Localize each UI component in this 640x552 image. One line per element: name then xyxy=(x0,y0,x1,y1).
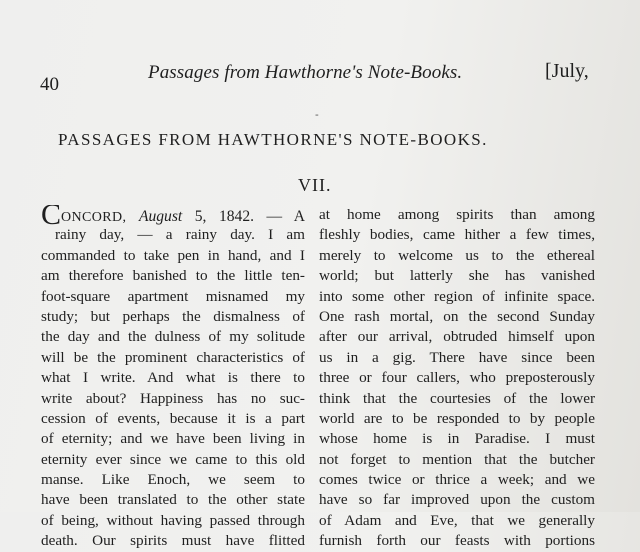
running-head xyxy=(38,58,598,95)
text-line: after our arrival, obtruded himself upon xyxy=(319,328,595,346)
text-line: at home among spirits than among xyxy=(319,206,595,223)
text-line: not forget to mention that the butcher xyxy=(319,450,595,468)
text-line: cession of events, because it is a part xyxy=(41,409,305,427)
article-title: PASSAGES FROM HAWTHORNE'S NOTE-BOOKS. xyxy=(58,130,488,149)
issue-month: [July, xyxy=(545,60,589,82)
text-line: manse. Like Enoch, we seem to xyxy=(41,471,305,489)
text-line: think that the courtesies of the lower xyxy=(319,389,595,407)
entry-date-rest: 5, 1842. — A xyxy=(182,208,305,225)
text-line: death. Our spirits must have flitted xyxy=(41,532,305,550)
text-line: world are to be responded to by people xyxy=(319,409,595,427)
first-line xyxy=(41,205,305,225)
text-line: commanded to take pen in hand, and I xyxy=(41,246,305,264)
text-line: world; but latterly she has vanished xyxy=(319,267,595,285)
left-column xyxy=(41,205,305,552)
text-line: merely to welcome us to the ethereal xyxy=(319,246,595,264)
text-line: comes twice or thrice a week; and we xyxy=(319,471,595,489)
text-line: of being, without having passed through xyxy=(41,511,305,529)
right-column xyxy=(319,205,595,552)
text-line: One rash mortal, on the second Sunday xyxy=(319,307,595,325)
text-line: foot-square apartment misnamed my xyxy=(41,287,305,305)
text-line: of Adam and Eve, that we generally xyxy=(319,511,595,529)
text-line: furnish forth our feasts with portions xyxy=(319,532,595,550)
text-line: eternity ever since we came to this old xyxy=(41,450,305,468)
section-number: VII. xyxy=(298,175,332,195)
text-line: what I write. And what is there to xyxy=(41,369,305,387)
text-line: study; but perhaps the dismalness of xyxy=(41,307,305,325)
text-line: will be the prominent characteristics of xyxy=(41,348,305,366)
text-line: the day and the dulness of my solitude xyxy=(41,328,305,346)
text-line: rainy day, — a rainy day. I am xyxy=(55,226,305,244)
text-line: into some other region of infinite space. xyxy=(319,287,595,305)
text-line: three or four callers, who preposterously xyxy=(319,369,595,387)
text-line: have been translated to the other state xyxy=(41,491,305,509)
running-title: Passages from Hawthorne's Note-Books. xyxy=(148,62,463,83)
text-line: write about? Happiness has no suc- xyxy=(41,389,305,407)
text-line: am therefore banished to the little ten- xyxy=(41,267,305,285)
text-line: have so far improved upon the custom xyxy=(319,491,595,509)
ornament-mark: - xyxy=(315,108,319,121)
text-line: fleshly bodies, came hither a few times, xyxy=(319,226,595,244)
entry-date-month: August xyxy=(138,208,183,225)
page-number: 40 xyxy=(40,74,59,95)
text-line: of eternity; and we have been living in xyxy=(41,430,305,448)
place-name: ONCORD, xyxy=(61,210,127,225)
drop-cap: C xyxy=(41,205,62,226)
text-line: us in a gig. There have since been xyxy=(319,348,595,366)
text-line: whose home is in Paradise. I must xyxy=(319,430,595,448)
